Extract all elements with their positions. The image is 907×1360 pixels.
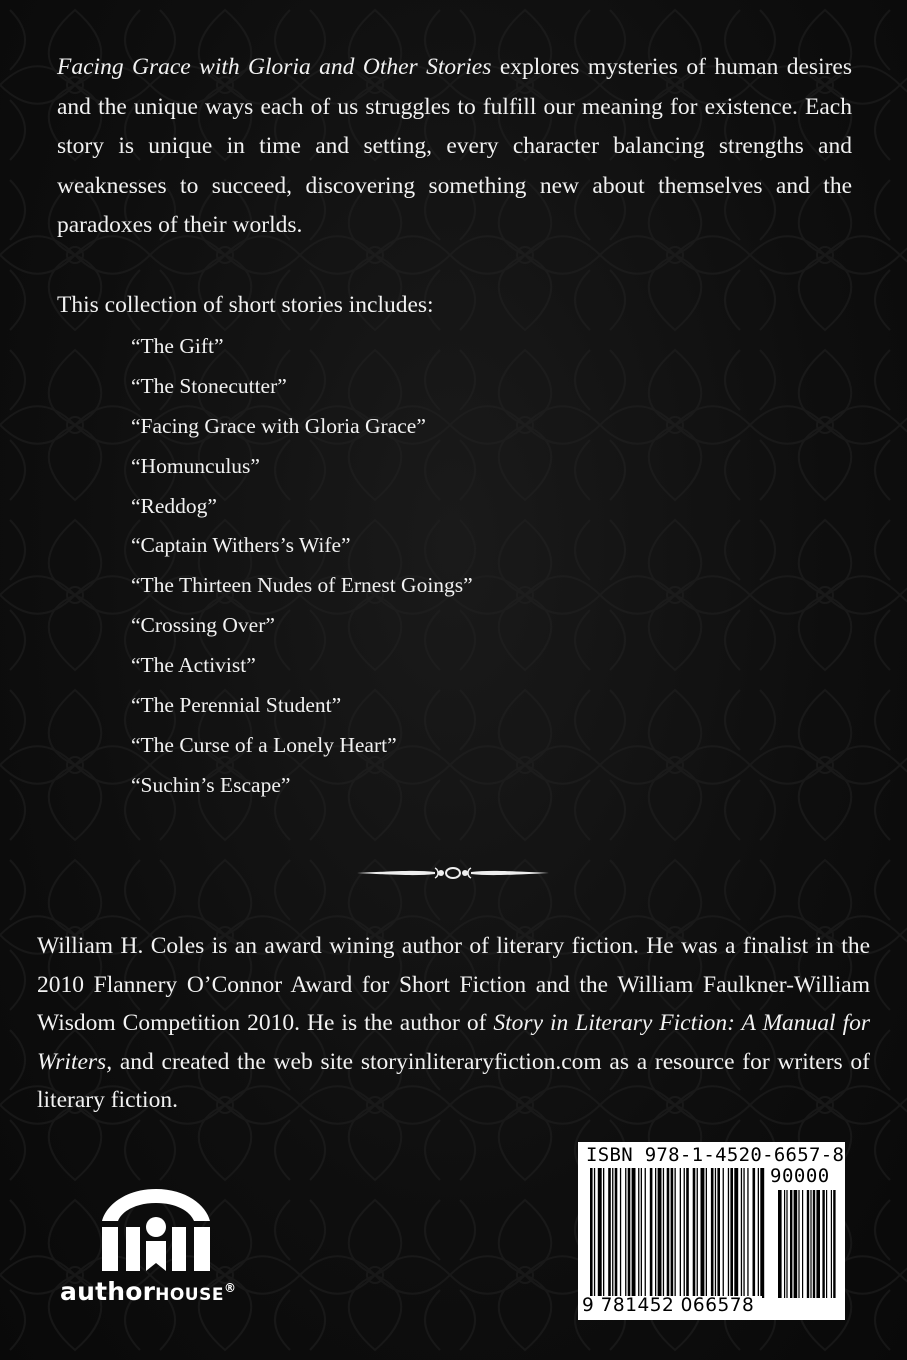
barcode-stripe [760, 1168, 764, 1298]
barcode-stripe [686, 1168, 689, 1298]
barcode-stripe [786, 1190, 787, 1298]
barcode-stripe [671, 1168, 674, 1298]
arched-house-logo-icon [96, 1185, 216, 1277]
barcode-stripe [734, 1168, 738, 1298]
publisher-name-prefix: author [60, 1277, 156, 1306]
publisher-logo [58, 1185, 258, 1315]
barcode-stripe [715, 1168, 716, 1298]
publisher-name-suffix: HOUSE [155, 1285, 224, 1305]
list-item: “Reddog” [131, 493, 217, 518]
barcode-stripe [598, 1168, 602, 1298]
barcode-stripe [741, 1168, 742, 1298]
barcode-stripe [831, 1190, 832, 1298]
barcode-stripe [655, 1168, 656, 1298]
barcode-stripe [747, 1168, 748, 1298]
list-item: “Facing Grace with Gloria Grace” [131, 413, 426, 438]
barcode-stripe [723, 1168, 724, 1298]
isbn-barcode [578, 1142, 845, 1320]
barcode-stripe [802, 1190, 803, 1298]
barcode-bars [590, 1168, 837, 1310]
barcode-stripe [632, 1168, 636, 1298]
barcode-stripe [663, 1168, 664, 1298]
bio-text-start: William H. Coles is an award wining author of literary fiction. He was a finalist in the 2010 Flannery O’Connor Award for Short Fiction and the William Faulkner-William Wisdom Competition 2010. He is the author of [37, 933, 870, 1036]
barcode-stripe [798, 1190, 799, 1298]
barcode-stripe [794, 1190, 798, 1298]
barcode-stripe [730, 1168, 733, 1298]
barcode-stripe [612, 1168, 613, 1298]
barcode-stripe [638, 1168, 639, 1298]
list-item: “Captain Withers’s Wife” [131, 533, 351, 558]
bio-text-end: and created the web site storyinliteraryfiction.com as a resource for writers of literary fiction. [37, 1048, 870, 1113]
blurb-book-title: Facing Grace with Gloria and Other Stories [57, 54, 492, 80]
isbn-label: ISBN 978-1-4520-6657-8 [586, 1144, 845, 1166]
author-bio [37, 927, 870, 1120]
barcode-stripe [625, 1168, 626, 1298]
barcode-stripe [650, 1168, 653, 1298]
barcode-stripe [778, 1190, 782, 1298]
registered-mark: ® [223, 1281, 237, 1295]
barcode-stripe [807, 1190, 809, 1298]
barcode-stripe [810, 1190, 811, 1298]
barcode-stripe [706, 1168, 707, 1298]
barcode-stripe [675, 1168, 676, 1298]
barcode-stripe [743, 1168, 744, 1298]
barcode-stripe [697, 1168, 698, 1298]
barcode-stripe [645, 1168, 646, 1298]
barcode-stripe [693, 1168, 696, 1298]
book-blurb [57, 48, 852, 246]
barcode-stripe [833, 1190, 835, 1298]
barcode-stripe [594, 1168, 595, 1298]
list-item: “Suchin’s Escape” [131, 772, 291, 797]
list-item: “The Gift” [131, 334, 224, 358]
price-code: 90000 [770, 1165, 830, 1187]
barcode-stripe [822, 1190, 824, 1298]
barcode-stripe [684, 1168, 685, 1298]
barcode-stripe [590, 1168, 593, 1298]
barcode-stripe [603, 1168, 604, 1298]
barcode-stripe [620, 1168, 621, 1298]
barcode-stripe [784, 1190, 785, 1298]
list-item: “The Activist” [131, 653, 256, 678]
list-item: “The Stonecutter” [131, 373, 287, 398]
list-item: “The Curse of a Lonely Heart” [131, 732, 397, 757]
ornament-divider-icon [357, 864, 549, 882]
barcode-stripe [641, 1168, 642, 1298]
list-item: “The Perennial Student” [131, 693, 342, 718]
barcode-stripe [717, 1168, 720, 1298]
story-list [131, 327, 473, 806]
barcode-stripe [667, 1168, 670, 1298]
barcode-digits: 9 781452 066578 [582, 1296, 762, 1316]
barcode-stripe [711, 1168, 714, 1298]
barcode-stripe [608, 1168, 611, 1298]
barcode-stripe [658, 1168, 662, 1298]
barcode-stripe [728, 1168, 729, 1298]
collection-intro: This collection of short stories includes: [57, 292, 434, 318]
barcode-stripe [701, 1168, 705, 1298]
barcode-stripe [826, 1190, 827, 1298]
barcode-stripe [615, 1168, 618, 1298]
blurb-text: explores mysteries of human desires and the unique ways each of us struggles to fulfill our meaning for existence. Each story is unique in time and setting, every character balancing strengths and weaknesses to succeed, discovering something new about themselves and the paradoxes of their worlds. [57, 54, 853, 238]
barcode-stripe [813, 1190, 815, 1298]
list-item: “The Thirteen Nudes of Ernest Goings” [131, 573, 473, 598]
barcode-stripe [790, 1190, 792, 1298]
barcode-stripe [816, 1190, 820, 1298]
bio-book-title: Story in Literary Fiction: A Manual for Writers, [37, 1010, 870, 1075]
publisher-name [60, 1277, 236, 1306]
barcode-stripe [758, 1168, 759, 1298]
list-item: “Homunculus” [131, 453, 260, 478]
barcode-stripe [680, 1168, 681, 1298]
barcode-stripe [753, 1168, 756, 1298]
barcode-stripe [628, 1168, 631, 1298]
list-item: “Crossing Over” [131, 613, 275, 638]
